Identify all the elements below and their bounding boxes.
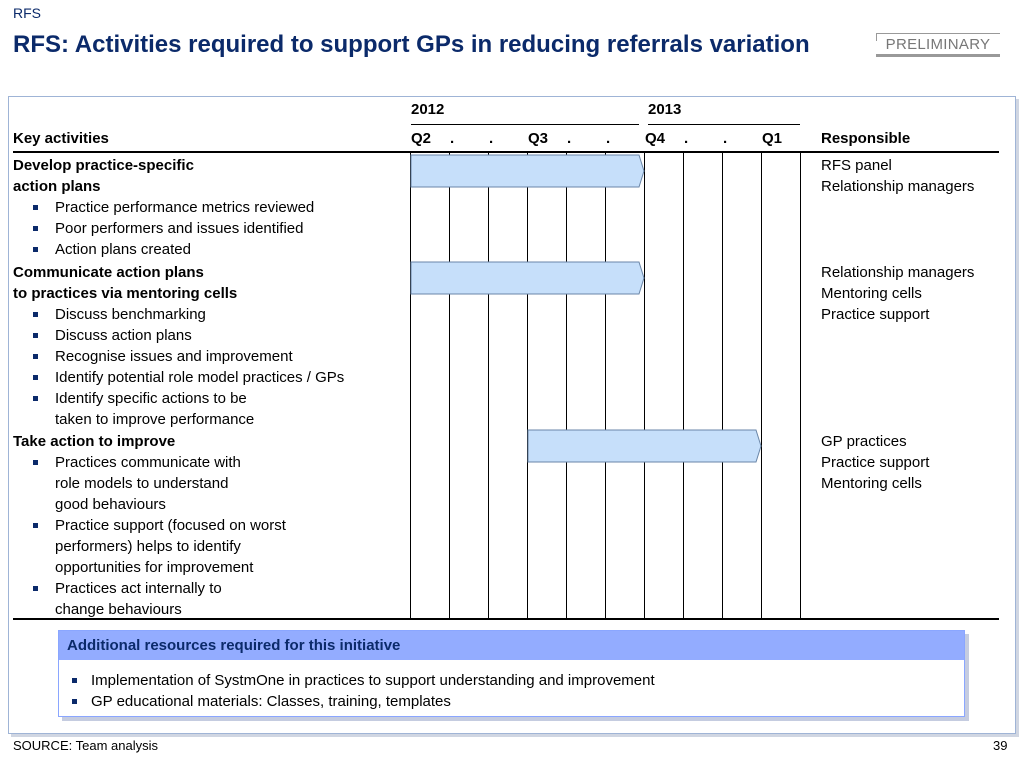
responsible-party: RFS panel [821,157,892,174]
period-header: . [606,130,611,147]
activity-title-line: Communicate action plans [13,264,204,281]
activity-bullet [13,304,344,325]
year-label-2013: 2013 [648,101,682,118]
responsible-party: Mentoring cells [821,285,922,302]
activity-title-line: to practices via mentoring cells [13,285,238,302]
period-header: . [723,130,728,147]
responsible-party: Relationship managers [821,178,975,195]
responsible-list [821,262,974,325]
activity-bullet-line: opportunities for improvement [55,559,254,576]
activity-bullet [13,239,314,260]
activity-bullet-line: Action plans created [55,241,191,258]
preliminary-badge: PRELIMINARY [876,33,1000,57]
activity-bullet-line: Recognise issues and improvement [55,348,293,365]
activity-bullet [13,346,344,367]
activity-title [13,155,194,197]
responsible-party: Practice support [821,454,930,471]
activity-bullets [13,304,344,430]
activity-bullet-line: Practices act internally to [55,580,222,597]
page-number: 39 [993,738,1008,753]
activity-bullet [13,367,344,388]
activity-bullet-line: role models to understand [55,475,229,492]
activity-bullet-line: Discuss benchmarking [55,306,206,323]
responsible-list [821,155,974,197]
page-title: RFS: Activities required to support GPs in reducing referrals variation [13,31,810,58]
additional-resources-box [58,630,965,717]
activity-title-line: Develop practice-specific [13,157,194,174]
activity-bullet-line: Identify potential role model practices / GPs [55,369,345,386]
gantt-bar-2 [411,262,644,294]
activity-bullet [13,325,344,346]
activity-bullet-line: change behaviours [55,601,182,618]
activity-bullet-line: Practices communicate with [55,454,241,471]
source-note: SOURCE: Team analysis [13,738,158,753]
responsible-header: Responsible [821,130,911,147]
responsible-list [821,431,929,494]
activity-bullet-line: performers) helps to identify [55,538,241,555]
period-header: Q4 [645,130,666,147]
additional-resources-heading: Additional resources required for this initiative [59,631,964,660]
activity-bullet-line: Practice support (focused on worst [55,517,286,534]
gantt-bar-3 [528,430,761,462]
period-header: . [684,130,689,147]
additional-resources-list [59,670,655,712]
resource-item: Implementation of SystmOne in practices to support understanding and improvement [59,670,655,691]
year-label-2012: 2012 [411,101,445,118]
responsible-party: Mentoring cells [821,475,922,492]
period-header: Q2 [411,130,432,147]
period-header: . [567,130,572,147]
activity-bullets [13,452,286,620]
period-header: Q3 [528,130,549,147]
footer-rule [13,618,999,620]
section-label: RFS [13,5,41,21]
activity-bullet-line: Practice performance metrics reviewed [55,199,315,216]
activity-bullet [13,452,286,515]
period-header: . [489,130,494,147]
period-header: . [450,130,455,147]
activity-bullets [13,197,314,260]
activity-bullet-line: good behaviours [55,496,166,513]
activity-title-line: Take action to improve [13,433,176,450]
activity-bullet [13,218,314,239]
period-header: Q1 [762,130,783,147]
activity-bullet [13,578,286,620]
responsible-party: Relationship managers [821,264,975,281]
activity-bullet-line: Poor performers and issues identified [55,220,304,237]
activity-bullet [13,197,314,218]
activity-bullet [13,388,344,430]
activity-title-line: action plans [13,178,101,195]
activity-title [13,431,175,452]
activity-bullet-line: Discuss action plans [55,327,192,344]
activity-bullet-line: Identify specific actions to be [55,390,247,407]
activity-title [13,262,237,304]
activity-bullet-line: taken to improve performance [55,411,255,428]
responsible-party: GP practices [821,433,907,450]
activity-bullet [13,515,286,578]
key-activities-header: Key activities [13,130,109,147]
gantt-bar-1 [411,155,644,187]
resource-item: GP educational materials: Classes, training, templates [59,691,655,712]
responsible-party: Practice support [821,306,930,323]
